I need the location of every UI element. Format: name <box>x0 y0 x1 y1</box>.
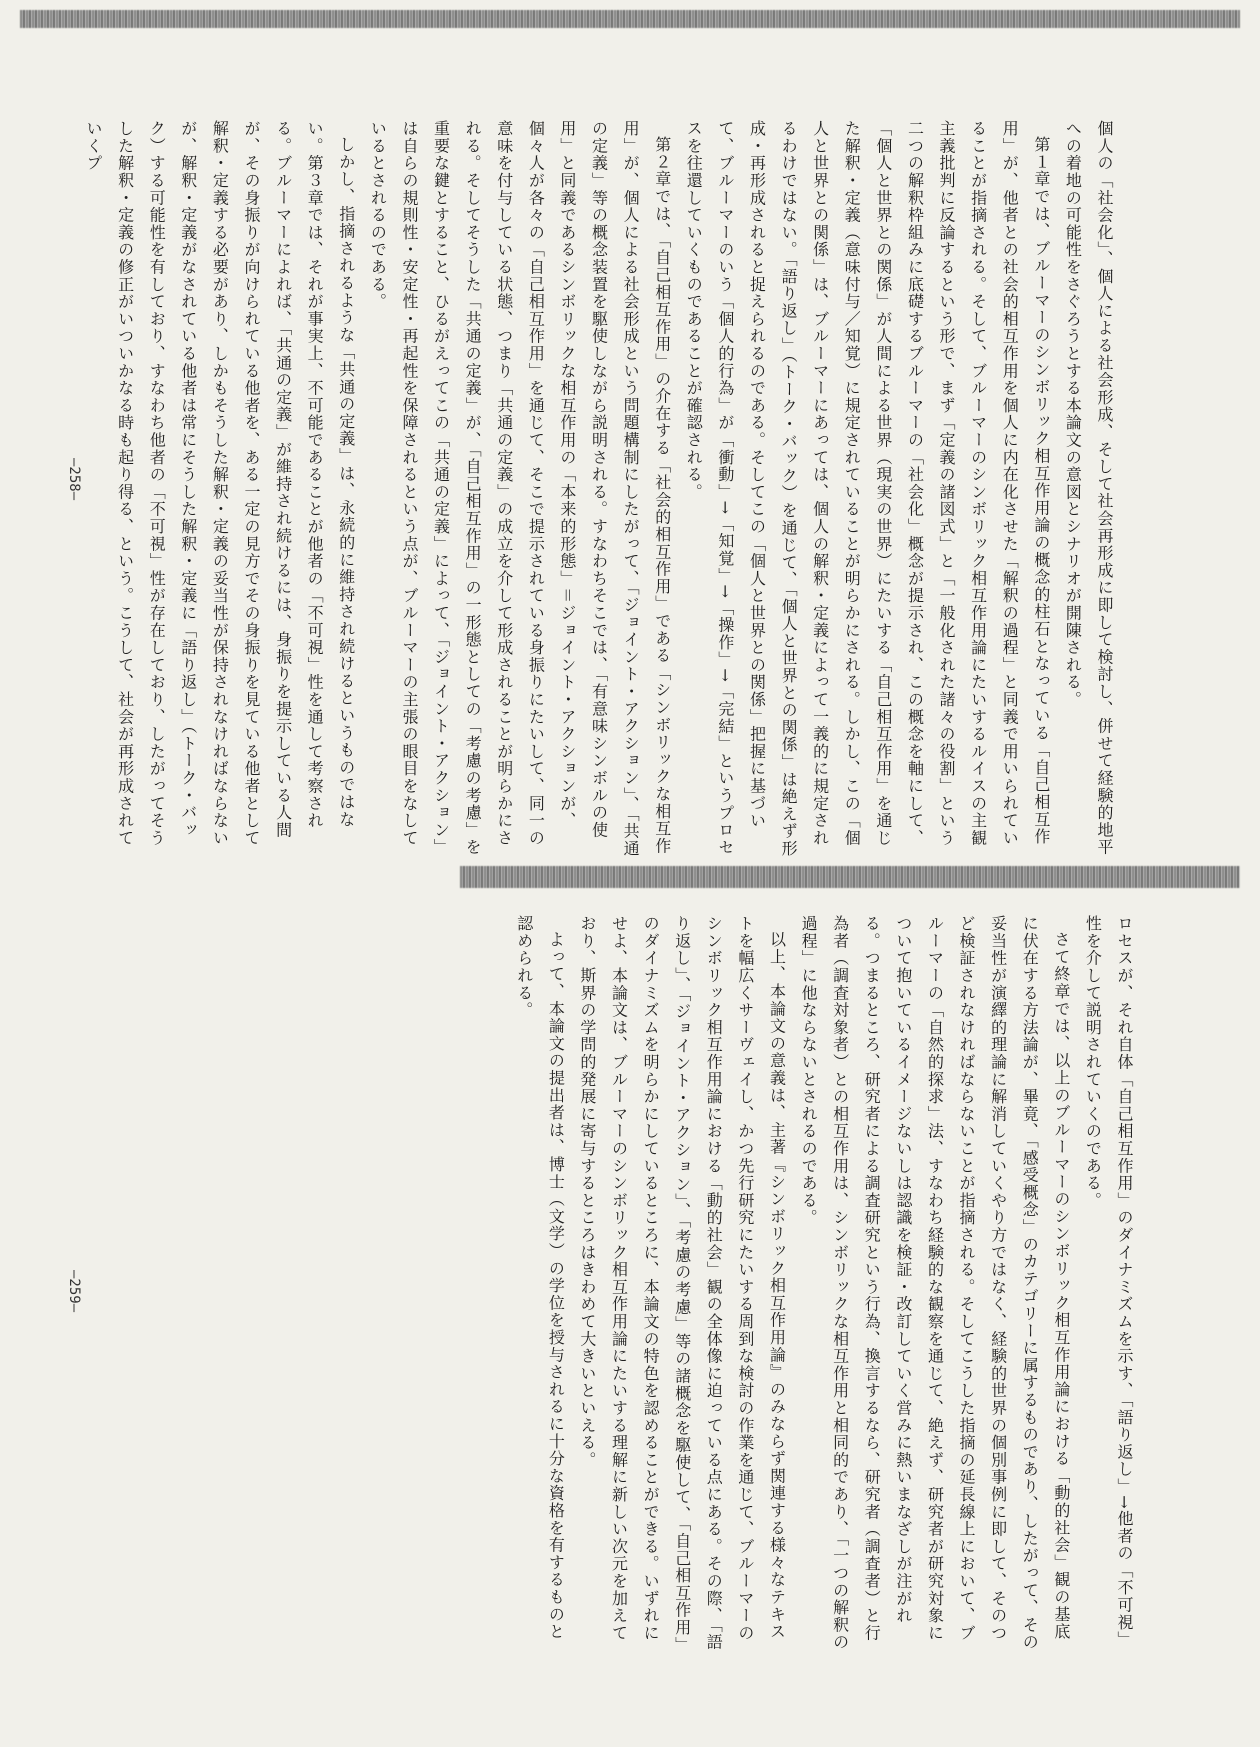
paragraph: しかし、指摘されるような「共通の定義」は、永続的に維持され続けるというものではない。第３章では、それが事実上、不可能であることが他者の「不可視」性を通して考察される。ブルーマーによれば、「共通の定義」が維持され続けるには、身振りを提示している人間が、その身振りが向けられている他者を、ある一定の見方でその身振りを見ている他者として解釈・定義する必要があり、しかもそうした解釈・定義の妥当性が保持されなければならないが、解釈・定義がなされている他者は常にそうした解釈・定義に「語り返し」（トーク・バック）する可能性を有しており、すなわち他者の「不可視」性が存在しており、したがってそうした解釈・定義の修正がいついかなる時も起り得る、という。こうして、社会が再形成されていくプ <box>84 120 356 847</box>
page-number-258: —258— <box>66 458 82 501</box>
scan-shadow-middle <box>460 866 1240 888</box>
paragraph: 以上、本論文の意義は、主著『シンボリック相互作用論』のみならず関連する様々なテキストを幅広くサーヴェイし、かつ先行研究にたいする周到な検討の作業を通じて、ブルーマーのシンボリック相互作用論における「動的社会」観の全体像に迫っている点にある。その際、「語り返し」、「ジョイント・アクション」、「考慮の考慮」等の諸概念を駆使して、「自己相互作用」のダイナミズムを明らかにしているところに、本論文の特色を認めることができる。いずれにせよ、本論文は、ブルーマーのシンボリック相互作用論にたいする理解に新しい次元を加えており、斯界の学問的発展に寄与するところはきわめて大きいといえる。 <box>577 915 787 1654</box>
page-259-body <box>500 915 1140 1655</box>
scan-shadow-top <box>20 10 1240 28</box>
paragraph: 個人の「社会化」、個人による社会形成、そして社会再形成に即して検討し、併せて経験的地平への着地の可能性をさぐろうとする本論文の意図とシナリオが開陳される。 <box>1063 120 1114 856</box>
paragraph: 第２章では、「自己相互作用」の介在する「社会的相互作用」である「シンボリックな相互作用」が、個人による社会形成という問題構制にしたがって、「ジョイント・アクション」、「共通の定義」等の概念装置を駆使しながら説明される。すなわちそこでは、「有意味シンボルの使用」と同義であるシンボリックな相互作用の「本来的形態」＝ジョイント・アクションが、個々人が各々の「自己相互作用」を通じて、そこで提示されている身振りにたいして、同一の意味を付与している状態、つまり「共通の定義」の成立を介して形成されることが明らかにされる。そしてそうした「共通の定義」が、「自己相互作用」の一形態としての「考慮の考慮」を重要な鍵とすること、ひるがえってこの「共通の定義」によって、「ジョイント・アクション」は自らの規則性・安定性・再起性を保障されるという点が、ブルーマーの主張の眼目をなしているとされるのである。 <box>368 120 672 858</box>
paragraph: ロセスが、それ自体「自己相互作用」のダイナミズムを示す、「語り返し」→他者の「不可視」性を介して説明されていくのである。 <box>1083 915 1134 1649</box>
page-258-body <box>84 120 1120 860</box>
paragraph: よって、本論文の提出者は、博士（文学）の学位を授与されるに十分な資格を有するものと認められる。 <box>514 915 566 1641</box>
paragraph: さて終章では、以上のブルーマーのシンボリック相互作用論における「動的社会」観の基底に伏在する方法論が、畢竟、「感受概念」のカテゴリーに属するものであり、したがって、その妥当性が演繹的理論に解消していくやり方ではなく、経験的世界の個別事例に即して、そのつど検証されなければならないことが指摘される。そしてこうした指摘の延長線上において、ブルーマーの「自然的探求」法、すなわち経験的な観察を通じて、絶えず、研究者が研究対象について抱いているイメージないしは認識を検証・改訂していく営みに熱いまなざしが注がれる。つまるところ、研究者による調査研究という行為、換言するなら、研究者（調査者）と行為者（調査対象者）との相互作用は、シンボリックな相互作用と相同的であり、「一つの解釈の過程」に他ならないとされるのである。 <box>799 915 1071 1651</box>
paragraph: 第１章では、ブルーマーのシンボリック相互作用論の概念的柱石となっている「自己相互作用」が、他者との社会的相互作用を個人に内在化させた「解釈の過程」と同義で用いられていることが指摘される。そして、ブルーマーのシンボリック相互作用論にたいするルイスの主観主義批判に反論するという形で、まず「定義の諸図式」と「一般化された諸々の役割」という二つの解釈枠組みに底礎するブルーマーの「社会化」概念が提示され、この概念を軸にして、「個人と世界との関係」が人間による世界（現実の世界）にたいする「自己相互作用」を通じた解釈・定義（意味付与／知覚）に規定されていることが明らかにされる。しかし、この「個人と世界との関係」は、ブルーマーにあっては、個人の解釈・定義によって一義的に規定されるわけではない。「語り返し」（トーク・バック）を通じて、「個人と世界との関係」は絶えず形成・再形成されると捉えられるのである。そしてこの「個人と世界との関係」把握に基づいて、ブルーマーのいう「個人的行為」が「衝動」→「知覚」→「操作」→「完結」というプロセスを往還していくものであることが確認される。 <box>684 120 1051 858</box>
page-number-259: —259— <box>66 1270 82 1313</box>
